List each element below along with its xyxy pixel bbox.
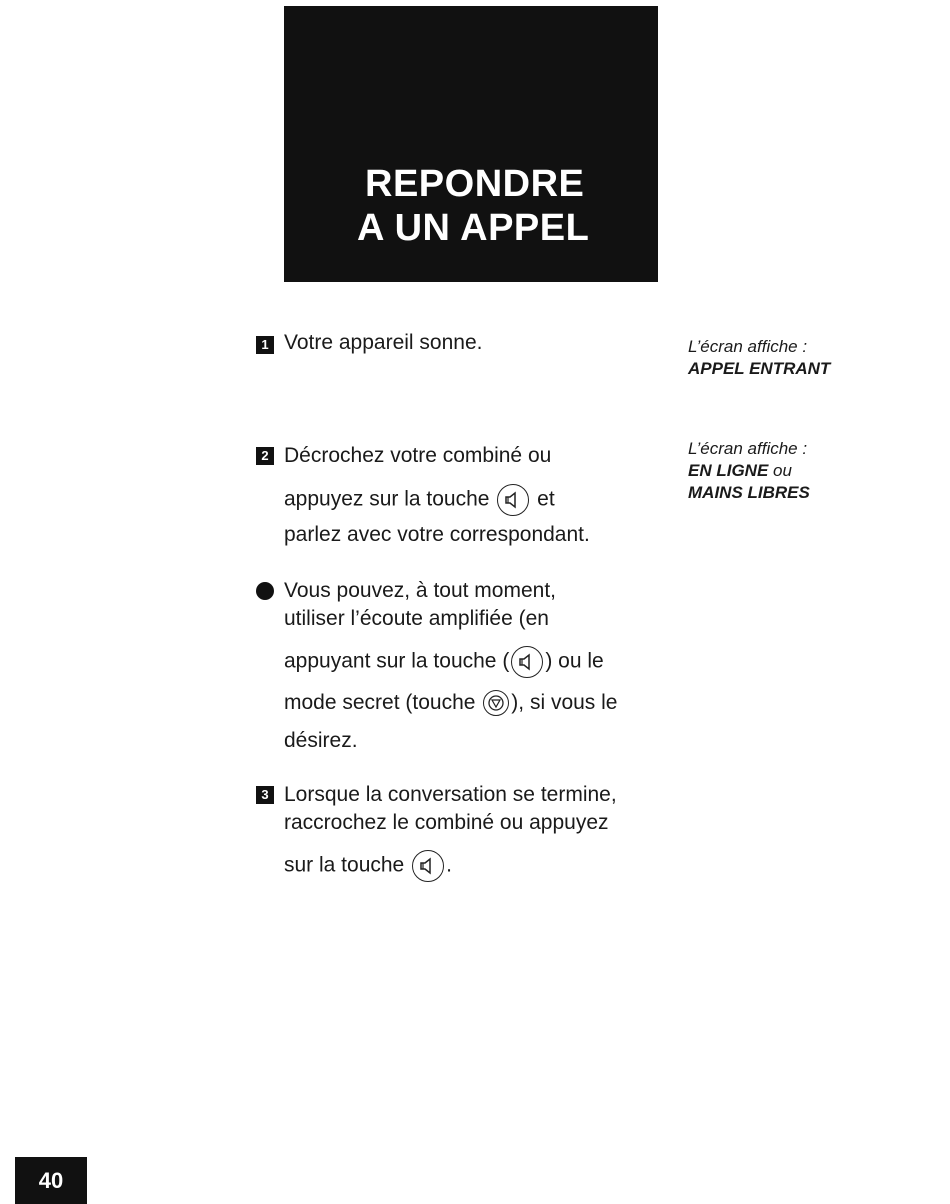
side-note-2 bbox=[688, 438, 810, 504]
step-3-line-3a: sur la touche bbox=[284, 853, 405, 877]
side-note-1-value: APPEL ENTRANT bbox=[688, 359, 831, 378]
side-note-2-value-2: MAINS LIBRES bbox=[688, 483, 810, 502]
step-2-line-2 bbox=[284, 484, 555, 516]
page-number: 40 bbox=[15, 1157, 87, 1204]
step-2-line-2b: et bbox=[537, 487, 555, 511]
side-note-2-value-1: EN LIGNE bbox=[688, 461, 769, 480]
mute-key-icon bbox=[483, 690, 509, 716]
side-note-2-or: ou bbox=[773, 461, 792, 480]
bullet-line-2: utiliser l’écoute amplifiée (en bbox=[284, 607, 549, 630]
bullet-line-3b: ) ou le bbox=[545, 649, 604, 673]
side-note-2-label: L’écran affiche : bbox=[688, 439, 808, 458]
bullet-line-4 bbox=[284, 690, 617, 716]
step-3-line-3 bbox=[284, 850, 452, 882]
step-2-line-1: Décrochez votre combiné ou bbox=[284, 444, 552, 467]
side-note-1-label: L’écran affiche : bbox=[688, 337, 808, 356]
step-3-line-2: raccrochez le combiné ou appuyez bbox=[284, 811, 609, 834]
bullet-line-3 bbox=[284, 646, 604, 678]
bullet-line-4a: mode secret (touche bbox=[284, 691, 476, 714]
step-2-line-3: parlez avec votre correspondant. bbox=[284, 523, 590, 546]
bullet-line-4b: ), si vous le bbox=[511, 691, 618, 714]
bullet-line-5: désirez. bbox=[284, 729, 358, 752]
step-3-line-3b: . bbox=[446, 853, 452, 877]
speaker-key-icon bbox=[511, 646, 543, 678]
step-3-number: 3 bbox=[256, 786, 274, 804]
side-note-1 bbox=[688, 336, 830, 380]
step-3-line-1: Lorsque la conversation se termine, bbox=[284, 783, 617, 806]
title-line-1: REPONDRE bbox=[365, 163, 585, 205]
step-2-number: 2 bbox=[256, 447, 274, 465]
bullet-line-1: Vous pouvez, à tout moment, bbox=[284, 579, 556, 602]
bullet-line-3a: appuyant sur la touche ( bbox=[284, 649, 510, 673]
speaker-key-icon bbox=[497, 484, 529, 516]
bullet-icon bbox=[256, 582, 274, 600]
title-block bbox=[284, 6, 658, 282]
speaker-key-icon bbox=[412, 850, 444, 882]
step-2-line-2a: appuyez sur la touche bbox=[284, 487, 490, 511]
step-1-text: Votre appareil sonne. bbox=[284, 331, 483, 354]
step-1-number: 1 bbox=[256, 336, 274, 354]
title-line-2: A UN APPEL bbox=[357, 207, 590, 249]
